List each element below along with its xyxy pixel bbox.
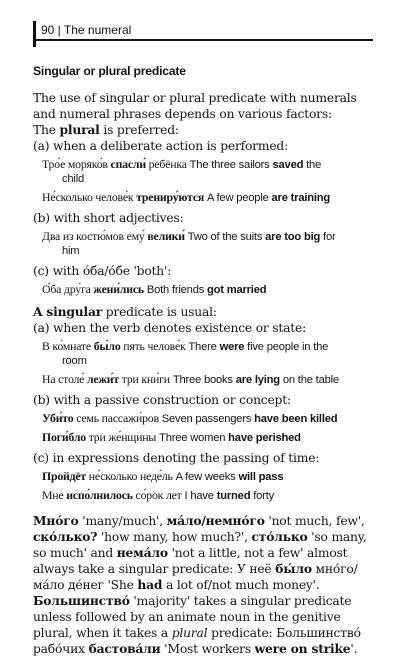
example-plural-3: Два из костю́мов ему́ велики́ Two of the suits are too big for him [42,229,336,257]
example-plural-1: Тро́е моряко́в спасли́ ребёнка The three sailors saved the child [42,157,322,185]
final-paragraph: Мно́го 'many/much', ма́ло/немно́го 'not much, few', ско́лько? 'how many, how much?', сто́лько 'so many, so much' and нема́ло 'not a little, not a few' almost always take a singular predicate: У неё бы́ло мно́го/ма́ло де́нег 'She had a lot of/not much money'. Большинство́ 'majority' takes a singular predicate unless followed by an animate noun in the genitive plural, when it takes a plural predicate: Большинство́ рабо́чих бастова́ли 'Most workers were on strike'. [33,513,367,656]
example-plural-2: Не́сколько челове́к трениру́ются A few people are training [42,190,331,204]
example-singular-3: Уби́то семь пассажи́ров Seven passengers have been killed [42,411,338,425]
plural-a-label: (a) when a deliberate action is performed: [33,139,289,153]
plural-c-label: (c) with о́ба/о́бе 'both': [33,264,172,278]
plural-lead: The plural is preferred: [33,122,179,137]
singular-lead: A singular predicate is usual: [33,304,217,319]
singular-a-label: (a) when the verb denotes existence or state: [33,321,307,335]
page-number-label: 90 | The numeral [41,23,132,37]
example-singular-1: В ко́мнате бы́ло пять челове́к There were five people in the room [42,339,329,367]
header-vertical-bar [33,21,36,47]
example-singular-4: Поги́бло три же́нщины Three women have perished [42,430,301,444]
intro-paragraph: The use of singular or plural predicate with numerals and numeral phrases depends on various factors: [33,91,357,121]
page-content [33,64,378,657]
singular-c-label: (c) in expressions denoting the passing of time: [33,451,320,465]
plural-b-label: (b) with short adjectives: [33,211,184,225]
header-rule [33,39,373,41]
example-singular-2: На столе́ лежи́т три кни́ги Three books are lying on the table [42,372,339,386]
example-plural-4: О́ба дру́га жени́лись Both friends got married [42,282,267,296]
example-singular-5: Пройдёт не́сколько неде́ль A few weeks will pass [42,469,284,483]
example-singular-6: Мне испо́лнилось со́рок лет I have turned forty [42,488,274,502]
section-title: Singular or plural predicate [33,64,186,78]
page-header [33,17,373,47]
singular-b-label: (b) with a passive construction or concept: [33,393,291,407]
